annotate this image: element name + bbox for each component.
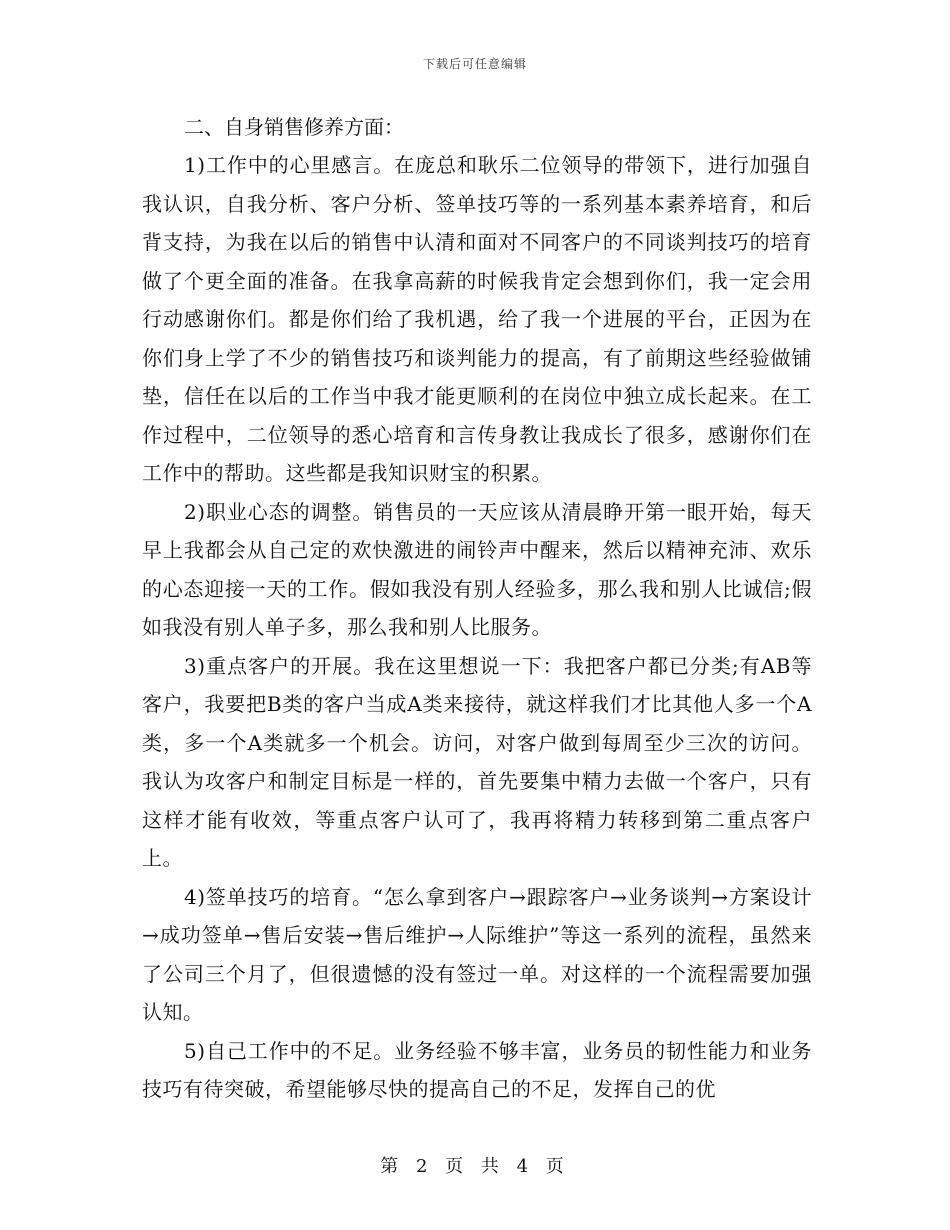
- paragraph-2: 2)职业心态的调整。销售员的一天应该从清晨睁开第一眼开始，每天早上我都会从自己定的欢快激进的闹铃声中醒来，然后以精神充沛、欢乐的心态迎接一天的工作。假如我没有别人经验多，那么我和别人比诚信;假如我没有别人单子多，那么我和别人比服务。: [142, 499, 812, 639]
- paragraph-4: 4)签单技巧的培育。“怎么拿到客户→跟踪客户→业务谈判→方案设计→成功签单→售后安装→售后维护→人际维护”等这一系列的流程，虽然来了公司三个月了，但很遗憾的没有签过一单。对这样的一个流程需要加强认知。: [142, 884, 812, 1024]
- paragraph-1: 1)工作中的心里感言。在庞总和耿乐二位领导的带领下，进行加强自我认识，自我分析、客户分析、签单技巧等的一系列基本素养培育，和后背支持，为我在以后的销售中认清和面对不同客户的不同谈判技巧的培育做了个更全面的准备。在我拿高薪的时候我肯定会想到你们，我一定会用行动感谢你们。都是你们给了我机遇，给了我一个进展的平台，正因为在你们身上学了不少的销售技巧和谈判能力的提高，有了前期这些经验做铺垫，信任在以后的工作当中我才能更顺利的在岗位中独立成长起来。在工作过程中，二位领导的悉心培育和言传身教让我成长了很多，感谢你们在工作中的帮助。这些都是我知识财宝的积累。: [142, 153, 812, 485]
- paragraph-3: 3)重点客户的开展。我在这里想说一下：我把客户都已分类;有AB等客户，我要把B类的客户当成A类来接待，就这样我们才比其他人多一个A类，多一个A类就多一个机会。访问，对客户做到每周至少三次的访问。我认为攻客户和制定目标是一样的，首先要集中精力去做一个客户，只有这样才能有收效，等重点客户认可了，我再将精力转移到第二重点客户上。: [142, 653, 812, 870]
- paragraph-5: 5)自己工作中的不足。业务经验不够丰富，业务员的韧性能力和业务技巧有待突破，希望能够尽快的提高自己的不足，发挥自己的优: [142, 1038, 812, 1101]
- page-number: 第 2 页 共 4 页: [380, 1156, 570, 1177]
- header-note: 下载后可任意编辑: [422, 57, 527, 71]
- document-body: [142, 108, 812, 1109]
- section-title: 二、自身销售修养方面：: [184, 115, 404, 139]
